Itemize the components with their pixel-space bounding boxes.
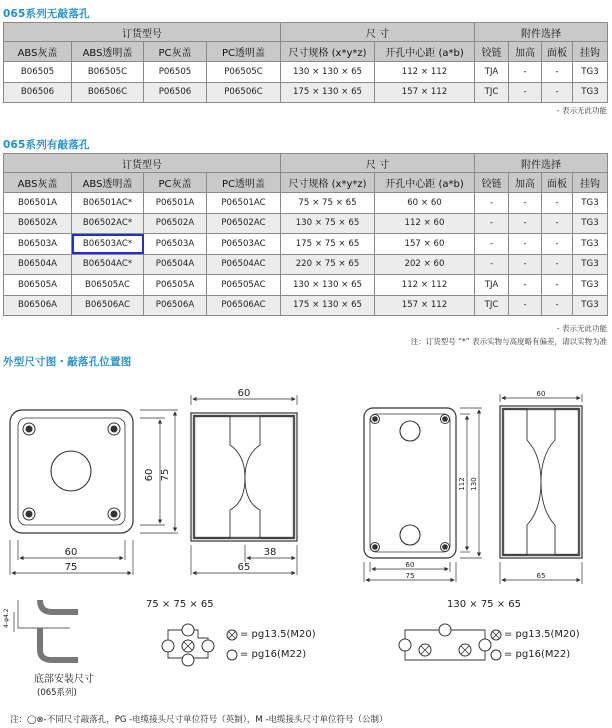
table-cell: TJC bbox=[475, 82, 509, 103]
small-front-height-inner: 60 bbox=[144, 468, 155, 482]
large-front-width-outer: 75 bbox=[405, 572, 415, 580]
small-box-front bbox=[10, 410, 133, 533]
table-cell: - bbox=[509, 213, 542, 234]
column-header: 开孔中心距 (a*b) bbox=[375, 173, 475, 193]
group-header: 尺 寸 bbox=[281, 23, 475, 42]
table2-note: - 表示无此功能 bbox=[556, 324, 607, 333]
table-cell: B06504AC* bbox=[72, 254, 144, 275]
table-cell: B06506C bbox=[72, 82, 144, 103]
table-cell: B06505 bbox=[4, 62, 72, 83]
table-cell: P06506A bbox=[144, 295, 207, 316]
table-cell: - bbox=[509, 295, 542, 316]
small-front-width-inner: 60 bbox=[64, 547, 78, 558]
table-cell: B06505A bbox=[4, 275, 72, 296]
table-cell: - bbox=[509, 193, 542, 214]
table-cell: P06505AC bbox=[207, 275, 281, 296]
column-header: 挂钩 bbox=[573, 42, 608, 62]
legend-pg16-large: = pg16(M22) bbox=[504, 649, 571, 660]
table-cell: 112 × 60 bbox=[375, 213, 475, 234]
small-size-label: 75 × 75 × 65 bbox=[146, 599, 214, 610]
column-header: PC灰盖 bbox=[144, 42, 207, 62]
table-cell: TJA bbox=[475, 62, 509, 83]
table-row bbox=[4, 234, 608, 255]
table-cell: B06505C bbox=[72, 62, 144, 83]
table-cell: P06501AC bbox=[207, 193, 281, 214]
table2-title: 065系列有敲落孔 bbox=[3, 139, 90, 151]
column-header: PC透明盖 bbox=[207, 42, 281, 62]
table-with-knockout bbox=[3, 153, 608, 316]
table-no-knockout bbox=[3, 22, 608, 103]
large-front-height-outer: 130 bbox=[470, 477, 478, 491]
group-header: 订货型号 bbox=[4, 23, 281, 42]
table-cell: B06502A bbox=[4, 213, 72, 234]
table-cell: B06505AC bbox=[72, 275, 144, 296]
table-cell: 75 × 75 × 65 bbox=[281, 193, 375, 214]
table-cell: - bbox=[509, 82, 542, 103]
mount-detail bbox=[14, 600, 78, 660]
table-cell: B06502AC* bbox=[72, 213, 144, 234]
small-side-bottom: 65 bbox=[237, 562, 251, 573]
table-cell: 112 × 112 bbox=[375, 275, 475, 296]
table-cell: P06505A bbox=[144, 275, 207, 296]
table-cell: - bbox=[542, 193, 573, 214]
table-cell: 175 × 130 × 65 bbox=[281, 82, 375, 103]
table-cell: - bbox=[509, 234, 542, 255]
column-header: ABS透明盖 bbox=[72, 173, 144, 193]
table-cell: P06506 bbox=[144, 82, 207, 103]
column-header: 面板 bbox=[542, 42, 573, 62]
column-header: 加高 bbox=[509, 173, 542, 193]
table-cell: - bbox=[475, 254, 509, 275]
table-cell: - bbox=[542, 62, 573, 83]
table-cell: TG3 bbox=[573, 254, 608, 275]
column-header: ABS灰盖 bbox=[4, 173, 72, 193]
table-cell: 157 × 60 bbox=[375, 234, 475, 255]
group-header: 附件选择 bbox=[475, 23, 608, 42]
column-header: ABS透明盖 bbox=[72, 42, 144, 62]
table-cell: TG3 bbox=[573, 275, 608, 296]
table-cell: TG3 bbox=[573, 82, 608, 103]
large-size-label: 130 × 75 × 65 bbox=[447, 599, 522, 610]
table-cell: P06501A bbox=[144, 193, 207, 214]
table-cell: P06502AC bbox=[207, 213, 281, 234]
table-cell: 157 × 112 bbox=[375, 295, 475, 316]
table-cell: TJA bbox=[475, 275, 509, 296]
group-header: 附件选择 bbox=[475, 154, 608, 173]
group-header: 尺 寸 bbox=[281, 154, 475, 173]
table-row bbox=[4, 213, 608, 234]
large-side-bottom: 65 bbox=[536, 572, 546, 580]
table-cell: - bbox=[542, 213, 573, 234]
table-cell: B06501A bbox=[4, 193, 72, 214]
large-front-width-inner: 60 bbox=[405, 561, 415, 569]
legend-pg135: = pg13.5(M20) bbox=[240, 629, 316, 640]
table-cell: P06502A bbox=[144, 213, 207, 234]
column-header: ABS灰盖 bbox=[4, 42, 72, 62]
table-cell: 175 × 75 × 65 bbox=[281, 234, 375, 255]
table-cell: 60 × 60 bbox=[375, 193, 475, 214]
column-header: 面板 bbox=[542, 173, 573, 193]
table-cell: P06503A bbox=[144, 234, 207, 255]
mount-subtitle: (065系列) bbox=[37, 688, 77, 698]
large-front-height-inner: 112 bbox=[458, 477, 466, 491]
table-cell: 157 × 112 bbox=[375, 82, 475, 103]
table-cell: 220 × 75 × 65 bbox=[281, 254, 375, 275]
table-cell: TG3 bbox=[573, 234, 608, 255]
table-cell: P06506C bbox=[207, 82, 281, 103]
table1-note: - 表示无此功能 bbox=[556, 106, 607, 115]
column-header: PC灰盖 bbox=[144, 173, 207, 193]
group-header: 订货型号 bbox=[4, 154, 281, 173]
table-cell: 202 × 60 bbox=[375, 254, 475, 275]
table-cell: - bbox=[542, 82, 573, 103]
legend-circle-icon bbox=[227, 650, 237, 660]
table-cell: TJC bbox=[475, 295, 509, 316]
table-cell: B06506AC bbox=[72, 295, 144, 316]
table-cell: - bbox=[475, 234, 509, 255]
table-cell: TG3 bbox=[573, 295, 608, 316]
small-front-height-outer: 75 bbox=[160, 468, 171, 482]
legend-pg16: = pg16(M22) bbox=[240, 649, 307, 660]
table-cell: P06503AC bbox=[207, 234, 281, 255]
table-cell: - bbox=[542, 295, 573, 316]
column-header: 铰链 bbox=[475, 42, 509, 62]
table-cell: - bbox=[509, 275, 542, 296]
column-header: 开孔中心距 (a*b) bbox=[375, 42, 475, 62]
mount-hole-dim: 4-φ4.2 bbox=[3, 608, 10, 628]
table-cell: - bbox=[542, 254, 573, 275]
table-cell: B06501AC* bbox=[72, 193, 144, 214]
table-row bbox=[4, 275, 608, 296]
column-header: 铰链 bbox=[475, 173, 509, 193]
table-cell: TG3 bbox=[573, 213, 608, 234]
table-cell: P06504A bbox=[144, 254, 207, 275]
table-cell: TG3 bbox=[573, 62, 608, 83]
table-cell: - bbox=[475, 193, 509, 214]
table-cell: 130 × 130 × 65 bbox=[281, 275, 375, 296]
table-row bbox=[4, 254, 608, 275]
table-cell: B06506 bbox=[4, 82, 72, 103]
table-cell: - bbox=[542, 234, 573, 255]
small-front-width-outer: 75 bbox=[64, 562, 78, 573]
legend-pg135-large: = pg13.5(M20) bbox=[504, 629, 580, 640]
small-box-side bbox=[191, 413, 297, 541]
table-row bbox=[4, 193, 608, 214]
mount-title: 底部安装尺寸 bbox=[34, 674, 94, 685]
table-cell: B06506A bbox=[4, 295, 72, 316]
table-cell: B06504A bbox=[4, 254, 72, 275]
table-cell: - bbox=[509, 62, 542, 83]
table-cell: B06503A bbox=[4, 234, 72, 255]
selected-cell[interactable]: B06503AC* bbox=[72, 234, 144, 255]
table-cell: P06505 bbox=[144, 62, 207, 83]
column-header: PC透明盖 bbox=[207, 173, 281, 193]
column-header: 尺寸规格 (x*y*z) bbox=[281, 42, 375, 62]
table-row bbox=[4, 82, 608, 103]
table-row bbox=[4, 295, 608, 316]
footer-note: 注：◯⊗-不同尺寸敲落孔，PG -电缆接头尺寸单位符号（英制），M -电缆接头尺寸单位符号（公制） bbox=[10, 715, 388, 725]
table-cell: - bbox=[542, 275, 573, 296]
small-side-depth: 38 bbox=[263, 547, 277, 558]
knockout-small bbox=[162, 624, 214, 666]
table-row bbox=[4, 62, 608, 83]
table-cell: 175 × 130 × 65 bbox=[281, 295, 375, 316]
diagram-title: 外型尺寸图・敲落孔位置图 bbox=[3, 356, 132, 368]
table1-title: 065系列无敲落孔 bbox=[3, 8, 90, 20]
table-cell: - bbox=[509, 254, 542, 275]
column-header: 加高 bbox=[509, 42, 542, 62]
large-box-side bbox=[500, 406, 582, 558]
table-cell: 130 × 75 × 65 bbox=[281, 213, 375, 234]
knockout-large bbox=[399, 624, 491, 660]
table-cell: 112 × 112 bbox=[375, 62, 475, 83]
table-cell: - bbox=[475, 213, 509, 234]
small-side-top: 60 bbox=[237, 388, 251, 399]
table-cell: P06504AC bbox=[207, 254, 281, 275]
table-cell: TG3 bbox=[573, 193, 608, 214]
table2-footnote: 注：订货型号 “*” 表示实物与高度略有偏差，请以实物为准 bbox=[410, 337, 607, 346]
dimension-drawings bbox=[0, 370, 612, 715]
column-header: 尺寸规格 (x*y*z) bbox=[281, 173, 375, 193]
table-cell: 130 × 130 × 65 bbox=[281, 62, 375, 83]
large-box-front bbox=[364, 408, 456, 558]
large-side-top: 60 bbox=[536, 390, 546, 398]
column-header: 挂钩 bbox=[573, 173, 608, 193]
table-cell: P06505C bbox=[207, 62, 281, 83]
table-cell: P06506AC bbox=[207, 295, 281, 316]
